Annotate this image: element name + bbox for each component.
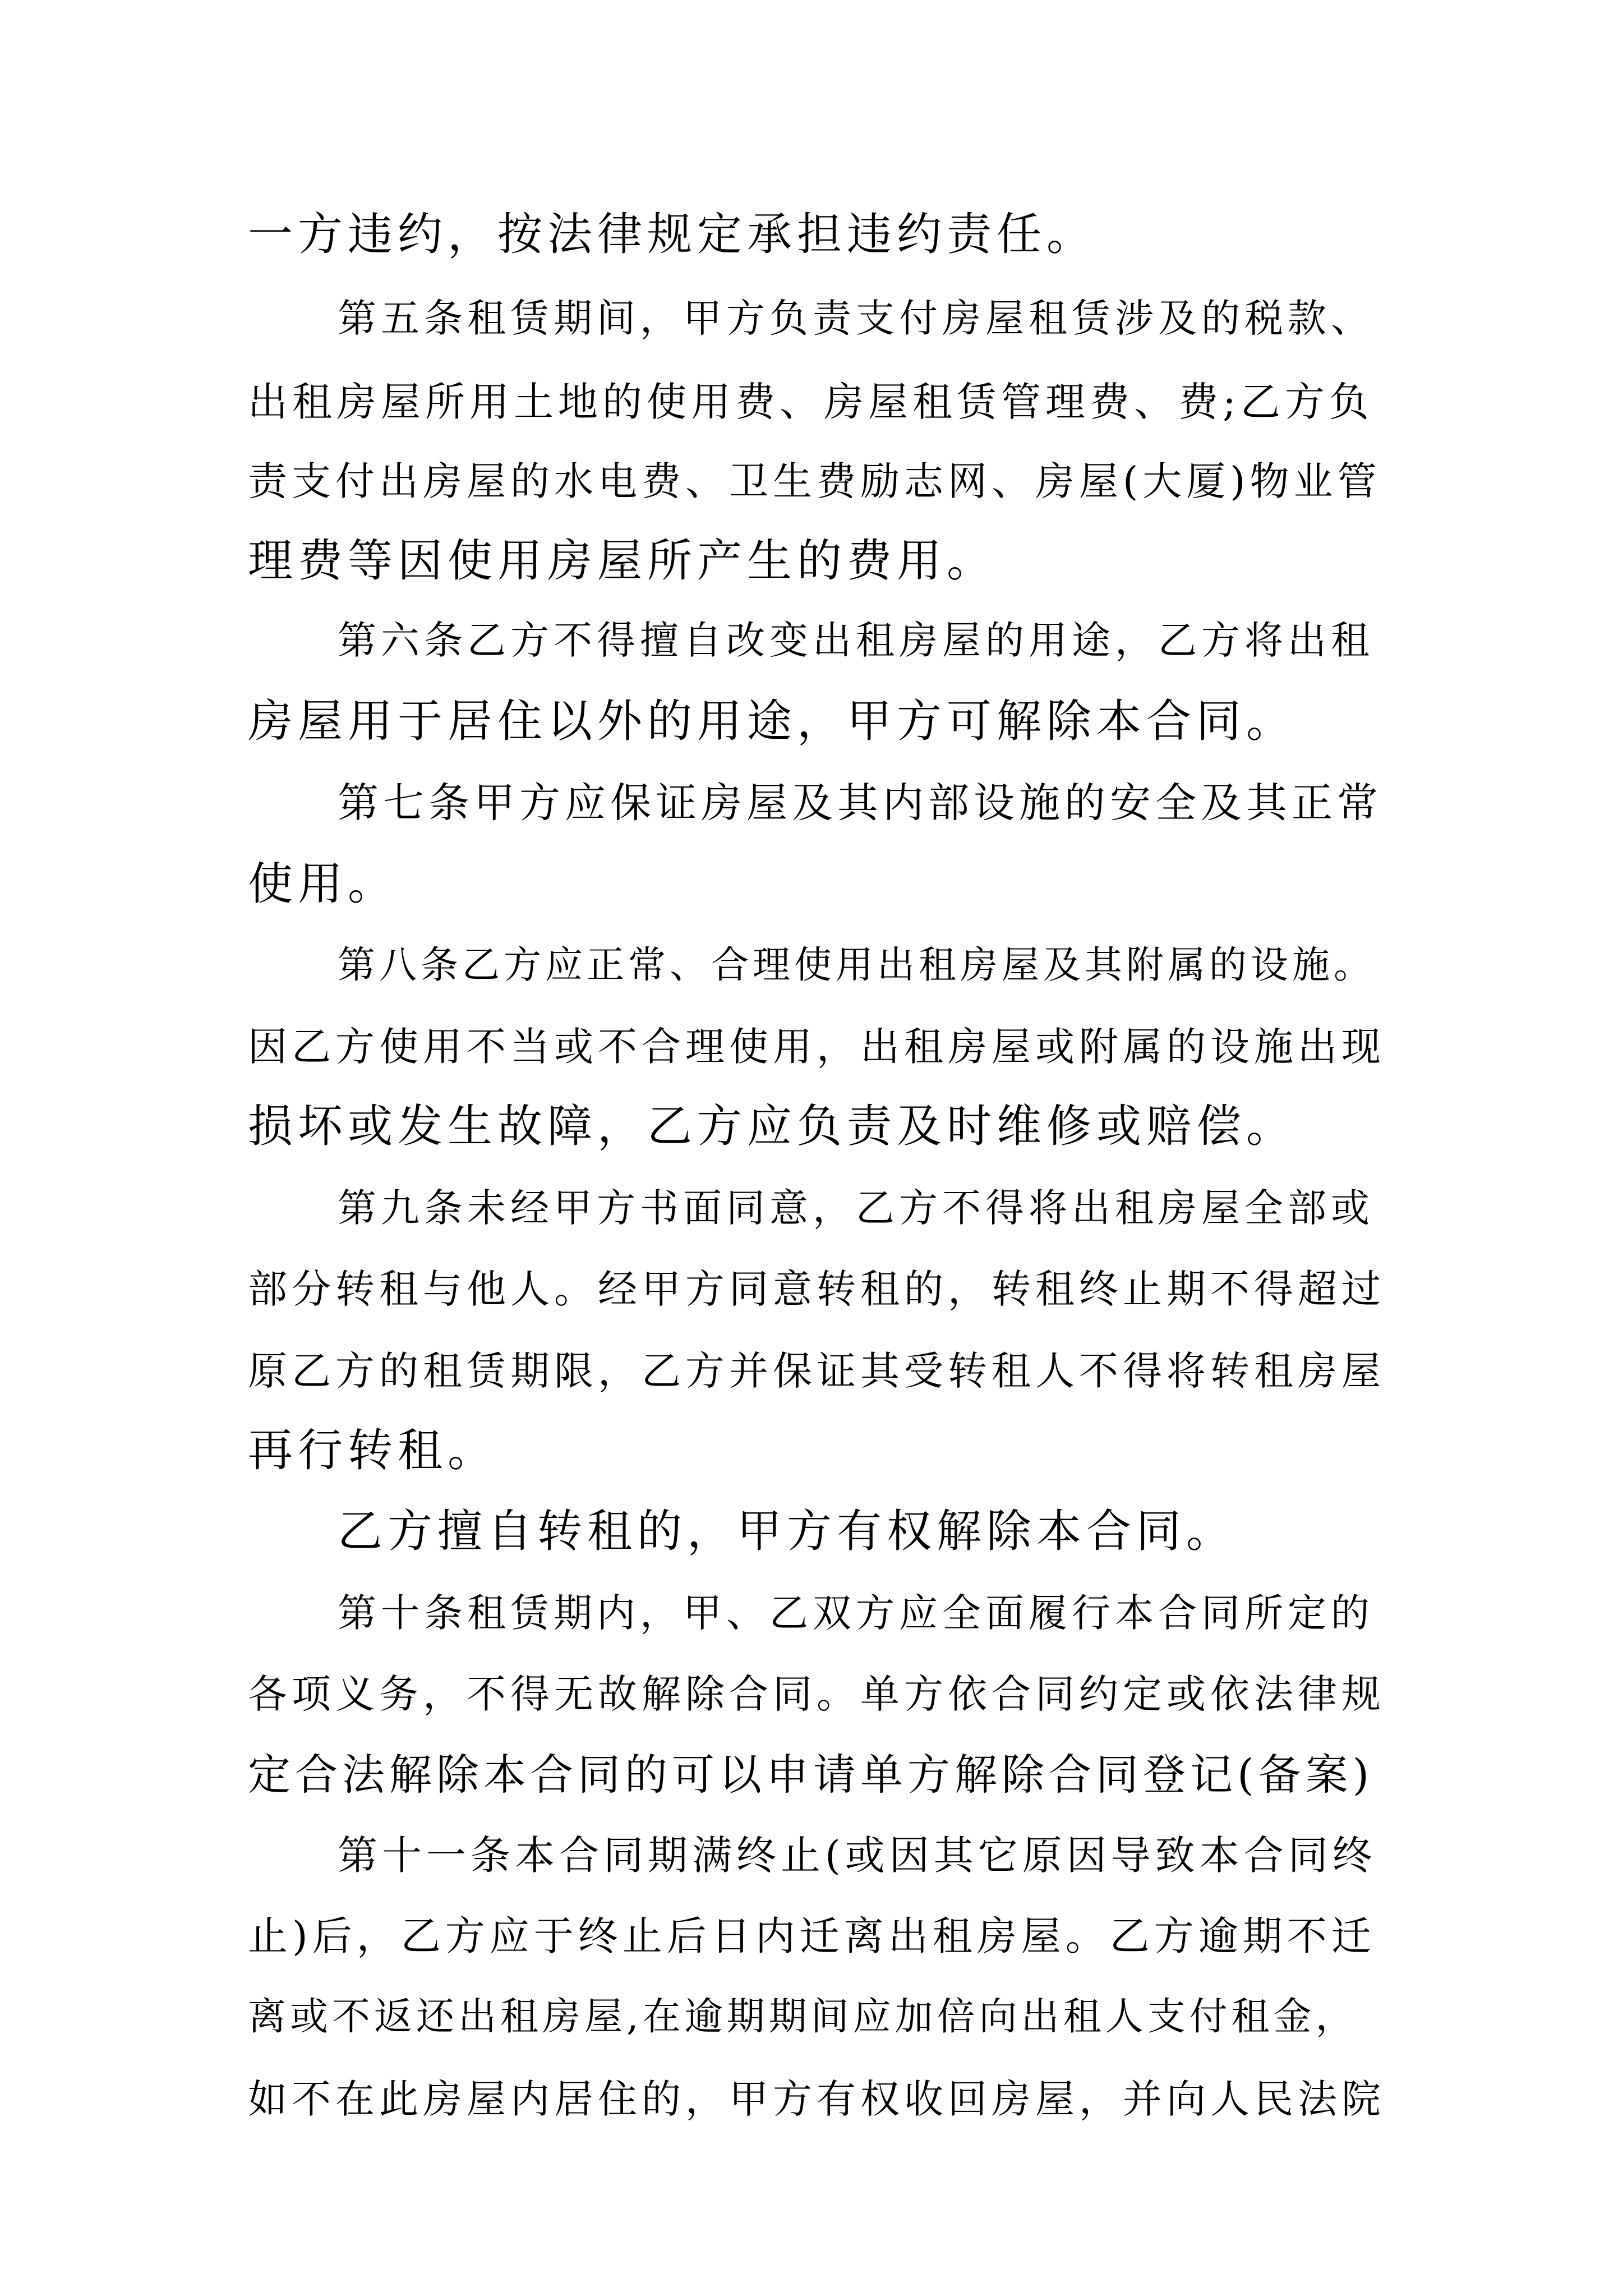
text-line: 部分转租与他人。经甲方同意转租的，转租终止期不得超过 (248, 1266, 1385, 1312)
text-line: 各项义务，不得无故解除合同。单方依合同约定或依法律规 (248, 1671, 1385, 1717)
text-line: 因乙方使用不当或不合理使用，出租房屋或附属的设施出现 (248, 1024, 1385, 1070)
text-line: 第五条租赁期间，甲方负责支付房屋租赁涉及的税款、 (338, 296, 1374, 341)
text-line: 离或不返还出租房屋,在逾期期间应加倍向出租人支付租金， (248, 1995, 1358, 2039)
text-line: 第八条乙方应正常、合理使用出租房屋及其附属的设施。 (338, 943, 1375, 987)
text-line: 理费等因使用房屋所产生的费用。 (248, 535, 997, 587)
text-line: 损坏或发生故障，乙方应负责及时维修或赔偿。 (248, 1100, 1296, 1152)
text-line: 如不在此房屋内居住的，甲方有权收回房屋，并向人民法院 (248, 2076, 1385, 2122)
text-line: 房屋用于居住以外的用途，甲方可解除本合同。 (248, 695, 1296, 747)
text-line: 第十条租赁期内，甲、乙双方应全面履行本合同所定的 (338, 1591, 1374, 1636)
text-line: 第七条甲方应保证房屋及其内部设施的安全及其正常 (338, 779, 1382, 827)
text-line: 使用。 (248, 858, 398, 910)
text-line: 一方违约，按法律规定承担违约责任。 (248, 208, 1096, 260)
text-line: 第十一条本合同期满终止(或因其它原因导致本合同终 (338, 1832, 1377, 1879)
text-line: 原乙方的租赁期限，乙方并保证其受转租人不得将转租房屋 (248, 1348, 1385, 1394)
text-line: 第九条未经甲方书面同意，乙方不得将出租房屋全部或 (338, 1186, 1374, 1231)
text-line: 定合法解除本合同的可以申请单方解除合同登记(备案) (248, 1750, 1374, 1800)
text-line: 再行转租。 (248, 1424, 497, 1476)
text-line: 第六条乙方不得擅自改变出租房屋的用途，乙方将出租 (338, 618, 1374, 663)
text-line: 出租房屋所用土地的使用费、房屋租赁管理费、费;乙方负 (248, 379, 1373, 425)
text-line: 乙方擅自转租的，甲方有权解除本合同。 (338, 1505, 1236, 1557)
text-line: 止)后，乙方应于终止后日内迁离出租房屋。乙方逾期不迁 (248, 1913, 1376, 1959)
document-page (248, 0, 1386, 2296)
text-line: 责支付出房屋的水电费、卫生费励志网、房屋(大厦)物业管 (248, 458, 1381, 504)
